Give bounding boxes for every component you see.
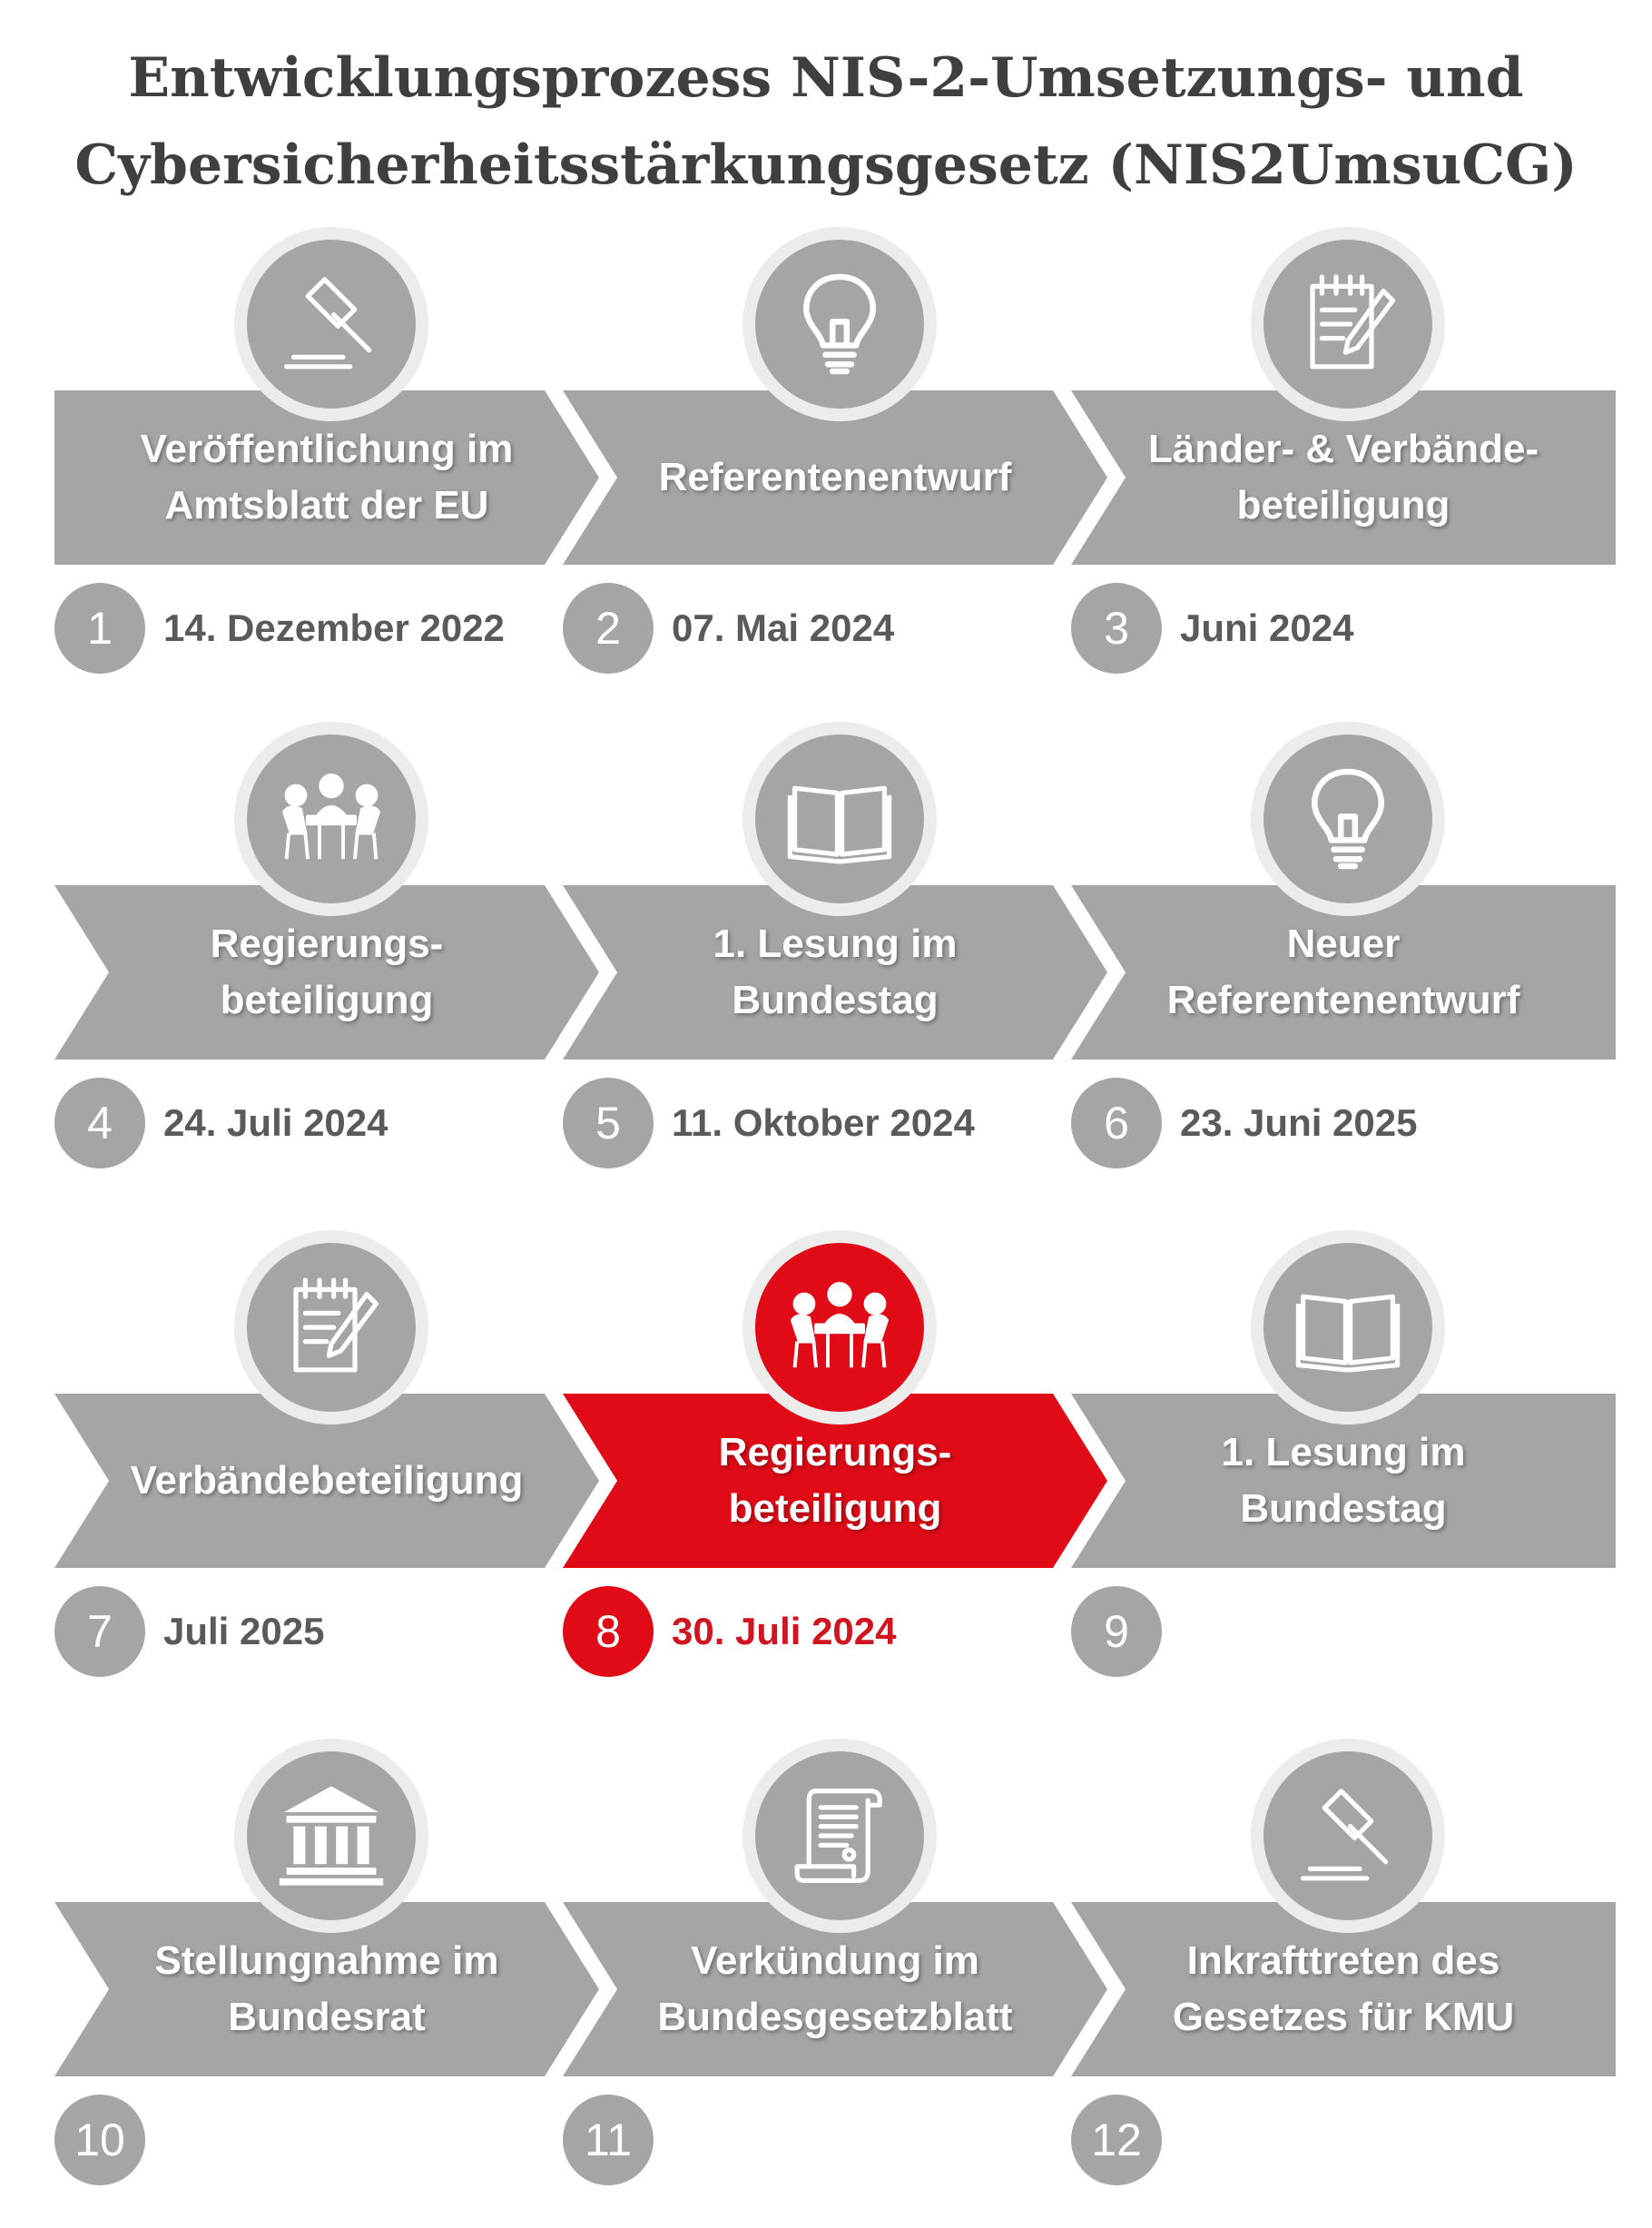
step-date: Juli 2025 [163,1610,325,1652]
step-date: 11. Oktober 2024 [672,1101,975,1144]
step-label-line: Referentenentwurf [1166,978,1520,1022]
step-icon-badge [742,227,937,421]
step-label-line: Veröffentlichung im [140,427,514,471]
notepad-pencil-icon [1264,240,1432,409]
step-icon-badge [1251,722,1445,916]
step-label-line: beteiligung [728,1486,942,1531]
step-number: 12 [1071,2095,1162,2185]
notepad-pencil-icon [247,1243,416,1412]
step-label-line: beteiligung [1236,483,1450,527]
process-step-10 [54,1739,599,2211]
step-label-line: beteiligung [220,978,434,1022]
process-step-12 [1071,1739,1616,2211]
step-label-line: Bundesgesetzblatt [657,1995,1013,2039]
step-label-line: Verbändebeteiligung [130,1458,524,1503]
step-label-line: Gesetzes für KMU [1172,1995,1515,2039]
step-number: 7 [54,1586,145,1677]
step-number: 2 [563,583,654,674]
step-icon-badge [1251,1230,1445,1425]
step-icon-badge [742,1230,937,1425]
step-icon-badge [1251,1739,1445,1933]
step-label-line: Länder- & Verbände- [1147,427,1539,471]
step-number: 10 [54,2095,145,2185]
step-date: 30. Juli 2024 [672,1610,897,1652]
step-number: 8 [563,1586,654,1677]
step-label-line: Verkündung im [691,1938,979,1983]
lightbulb-icon [755,240,924,409]
process-step-4 [54,722,599,1194]
step-icon-badge [742,1739,937,1933]
title-line-1: Entwicklungsprozess NIS-2-Umsetzungs- und [128,46,1524,110]
process-step-8 [563,1230,1107,1702]
step-label-line: Neuer [1286,922,1401,966]
step-label-line: Bundestag [1240,1486,1447,1531]
title-line-2: Cybersicherheitsstärkungsgesetz (NIS2UmsuCG) [74,133,1578,197]
step-icon-badge [234,227,428,421]
step-label-line: Bundestag [732,978,939,1022]
process-step-5 [563,722,1107,1194]
step-date: 24. Juli 2024 [163,1101,388,1144]
process-step-6 [1071,722,1616,1194]
step-icon-badge [1251,227,1445,421]
process-step-7 [54,1230,599,1702]
open-book-icon [755,734,924,903]
process-step-3 [1071,227,1616,699]
step-number: 6 [1071,1078,1162,1168]
step-number: 9 [1071,1586,1162,1677]
gavel-icon [1264,1751,1432,1920]
step-label-line: Inkrafttreten des [1186,1938,1500,1983]
meeting-icon [247,734,416,903]
step-icon-badge [234,722,428,916]
step-icon-badge [234,1739,428,1933]
step-label-line: Regierungs- [210,922,444,966]
step-label-line: 1. Lesung im [713,922,958,966]
step-date: 23. Juni 2025 [1180,1101,1418,1144]
step-label-line: Stellungnahme im [154,1938,499,1983]
open-book-icon [1264,1243,1432,1412]
step-date: 07. Mai 2024 [672,606,895,649]
step-icon-badge [742,722,937,916]
lightbulb-icon [1264,734,1432,903]
process-step-2 [563,227,1107,699]
step-label-line: Amtsblatt der EU [164,483,489,527]
step-number: 11 [563,2095,654,2185]
step-number: 4 [54,1078,145,1168]
process-step-1 [54,227,599,699]
parliament-building-icon [247,1751,416,1920]
step-label-line: Regierungs- [718,1430,952,1474]
step-number: 1 [54,583,145,674]
step-date: 14. Dezember 2022 [163,606,505,649]
step-label-line: Bundesrat [228,1995,426,2039]
step-icon-badge [234,1230,428,1425]
meeting-icon [755,1243,924,1412]
step-label-line: 1. Lesung im [1221,1430,1466,1474]
scroll-document-icon [755,1751,924,1920]
process-step-11 [563,1739,1107,2211]
step-number: 5 [563,1078,654,1168]
step-label-line: Referentenentwurf [658,455,1012,499]
process-step-9 [1071,1230,1616,1702]
gavel-icon [247,240,416,409]
step-date: Juni 2024 [1180,606,1354,649]
page-title [0,35,1652,209]
step-number: 3 [1071,583,1162,674]
